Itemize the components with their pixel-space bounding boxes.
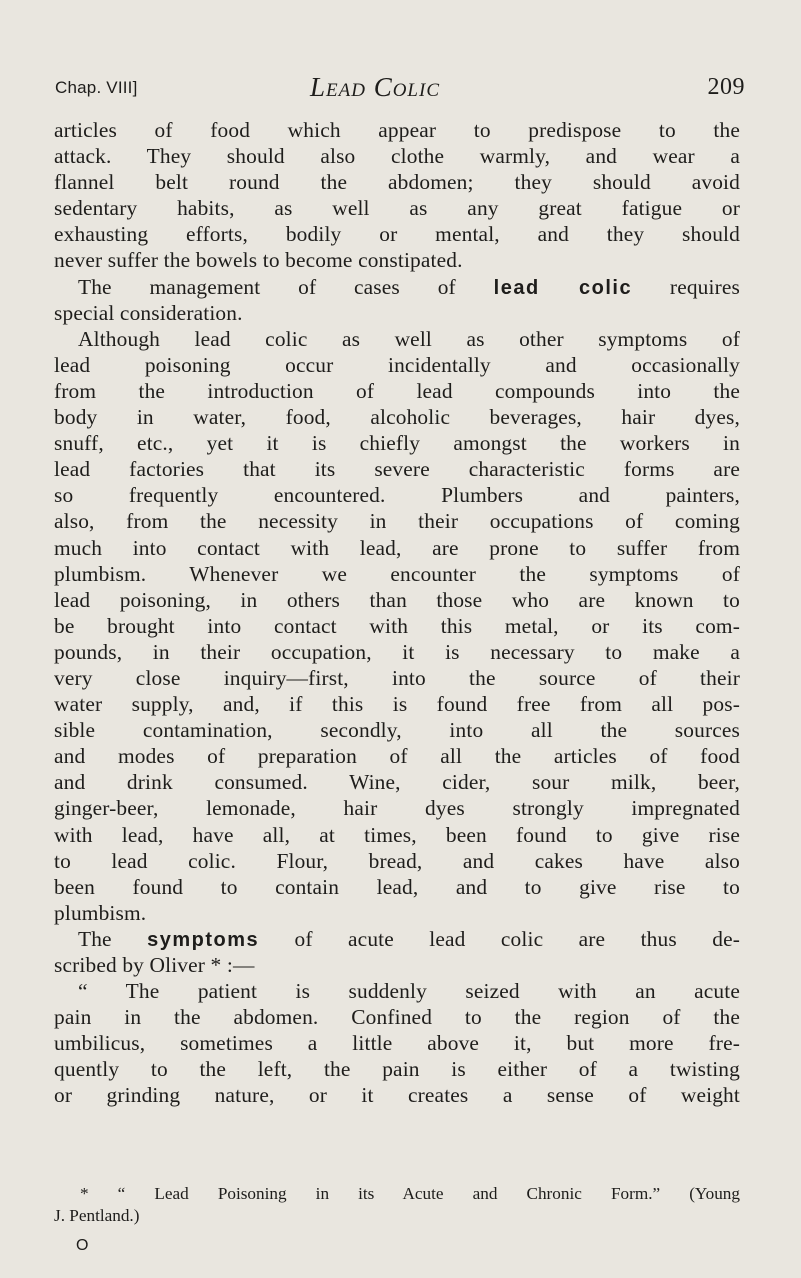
signature-mark: O	[76, 1237, 89, 1254]
text-line: umbilicus, sometimes a little above it, but more fre-	[54, 1031, 740, 1056]
text-line: also, from the necessity in their occupations of coming	[54, 509, 740, 534]
footnote	[54, 1183, 740, 1227]
text-fragment: The	[78, 926, 112, 951]
text-line: sible contamination, secondly, into all the sources	[54, 718, 740, 743]
text-line: to lead colic. Flour, bread, and cakes have also	[54, 848, 740, 873]
text-fragment: The management of cases of	[78, 274, 456, 299]
text-line: so frequently encountered. Plumbers and painters,	[54, 483, 740, 508]
text-line: ginger-beer, lemonade, hair dyes strongly impregnated	[54, 796, 740, 821]
text-line: or grinding nature, or it creates a sense of weight	[54, 1083, 740, 1108]
text-line: quently to the left, the pain is either of a twisting	[54, 1057, 740, 1082]
text-fragment: requires	[669, 274, 741, 299]
text-line: sedentary habits, as well as any great fatigue or	[54, 196, 740, 221]
text-line: body in water, food, alcoholic beverages, hair dyes,	[54, 405, 740, 430]
text-line: with lead, have all, at times, been found to give rise	[54, 822, 740, 847]
page-number: 209	[707, 74, 745, 100]
text-line: lead poisoning, in others than those who are known to	[54, 587, 740, 612]
text-line: and modes of preparation of all the articles of food	[54, 744, 740, 769]
text-line: scribed by Oliver * :—	[54, 953, 255, 977]
text-line: articles of food which appear to predispose to the	[54, 118, 740, 142]
topic-heading: lead colic	[493, 276, 633, 299]
text-line: exhausting efforts, bodily or mental, and they should	[54, 222, 740, 247]
running-title: Lead Colic	[310, 72, 440, 102]
footnote-line: * “ Lead Poisoning in its Acute and Chronic Form.” (Young	[80, 1184, 740, 1203]
text-line: much into contact with lead, are prone to suffer from	[54, 535, 740, 560]
text-line	[54, 926, 740, 952]
text-line: attack. They should also clothe warmly, and wear a	[54, 144, 740, 169]
body-text	[54, 117, 740, 1109]
text-line: and drink consumed. Wine, cider, sour milk, beer,	[54, 770, 740, 795]
text-line: flannel belt round the abdomen; they should avoid	[54, 170, 740, 195]
text-line: snuff, etc., yet it is chiefly amongst the workers in	[54, 431, 740, 456]
footnote-line: J. Pentland.)	[54, 1206, 140, 1225]
topic-heading: symptoms	[147, 928, 260, 951]
text-line: be brought into contact with this metal, or its com-	[54, 613, 740, 638]
running-head	[55, 72, 745, 102]
text-line: special consideration.	[54, 300, 243, 325]
text-line: never suffer the bowels to become constipated.	[54, 248, 463, 273]
text-line: water supply, and, if this is found free from all pos-	[54, 692, 740, 717]
text-line: pain in the abdomen. Confined to the region of the	[54, 1005, 740, 1030]
text-line: plumbism.	[54, 900, 147, 925]
text-line: “ The patient is suddenly seized with an acute	[78, 979, 740, 1004]
text-line: been found to contain lead, and to give rise to	[54, 874, 740, 899]
text-line: lead poisoning occur incidentally and occasionally	[54, 352, 740, 377]
text-line: very close inquiry—first, into the source of their	[54, 665, 740, 690]
chapter-label: Chap. VIII]	[55, 78, 138, 97]
text-line	[54, 274, 740, 300]
text-line: Although lead colic as well as other symptoms of	[78, 326, 740, 351]
text-line: plumbism. Whenever we encounter the symptoms of	[54, 561, 740, 586]
text-line: pounds, in their occupation, it is necessary to make a	[54, 639, 740, 664]
text-fragment: of acute lead colic are thus de-	[294, 926, 740, 951]
text-line: lead factories that its severe characteristic forms are	[54, 457, 740, 482]
text-line: from the introduction of lead compounds into the	[54, 378, 740, 403]
